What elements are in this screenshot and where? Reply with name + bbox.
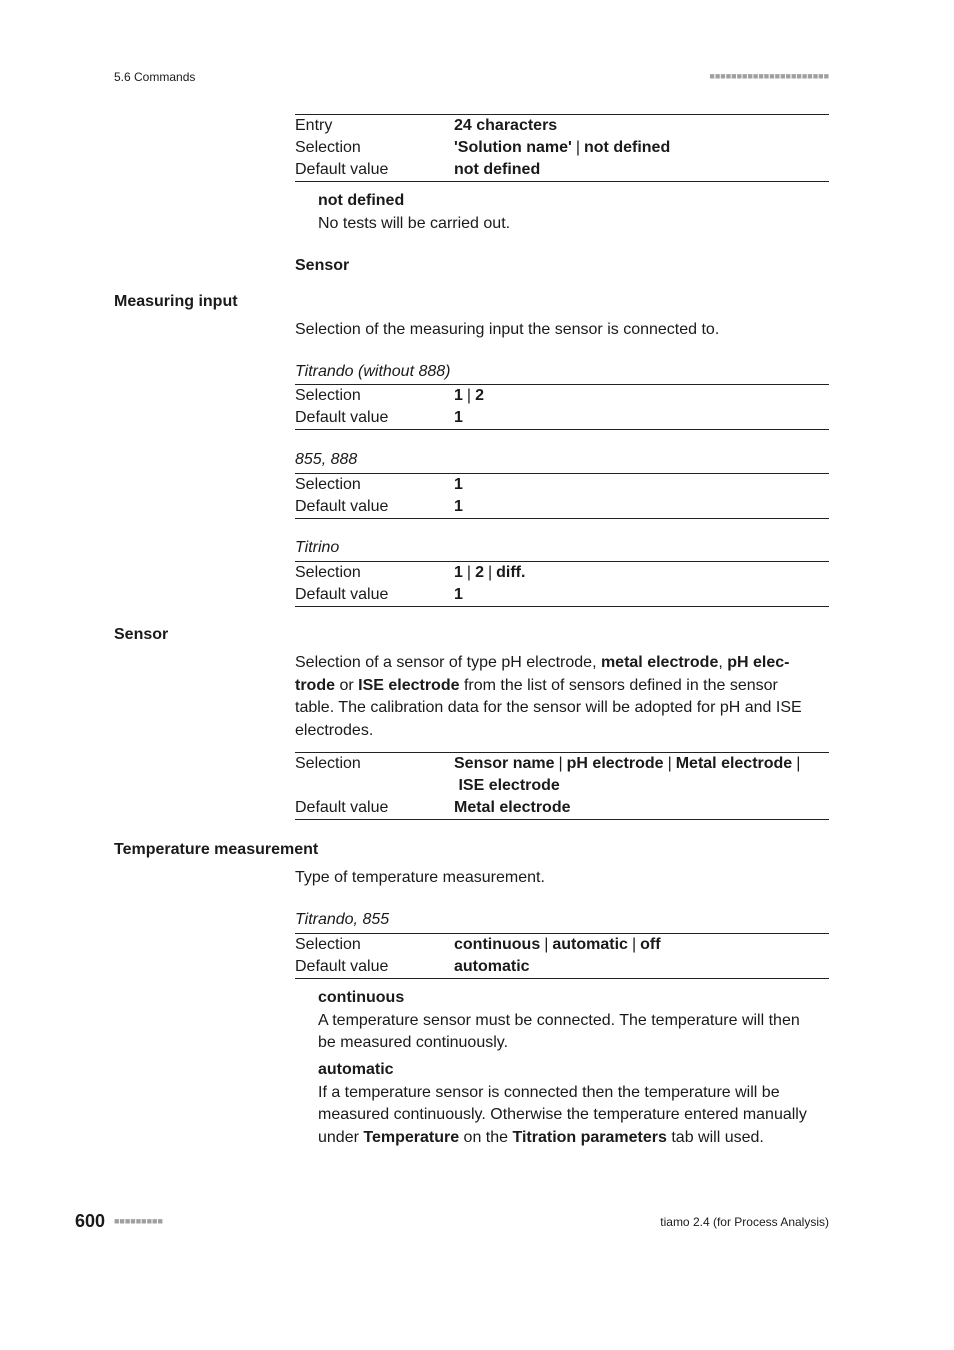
entry-parameter-table: Entry 24 characters Selection 'Solution name' | not defined Default value not defined	[295, 114, 829, 182]
selection-label: Selection	[295, 755, 361, 772]
default-label: Default value	[295, 958, 389, 975]
selection-option: 1	[454, 387, 463, 404]
page-number: 600	[75, 1211, 106, 1231]
measuring-input-heading: Measuring input	[114, 293, 238, 310]
default-value: 1	[454, 498, 463, 515]
term: continuous	[318, 989, 405, 1006]
temperature-table: Selection continuous | automatic | off Default value automatic	[295, 933, 829, 979]
automatic-note: automatic If a temperature sensor is connected then the temperature will be measured continuously. Otherwise the temperature entered manually under Temperature on the Titration parameters tab will used.	[318, 1059, 829, 1149]
sensor-subheading: Sensor	[295, 257, 350, 274]
selection-option: Sensor name	[454, 755, 555, 772]
table-caption: Titrino	[295, 539, 340, 556]
selection-option: 1	[454, 476, 463, 493]
sensor-heading: Sensor	[114, 626, 169, 643]
running-header: 5.6 Commands	[114, 70, 196, 84]
selection-option: ISE electrode	[458, 777, 560, 794]
selection-option: not defined	[584, 139, 671, 156]
continuous-note: continuous A temperature sensor must be connected. The temperature will then be measured continuously.	[318, 987, 829, 1055]
titrino-table: Selection 1 | 2 | diff. Default value 1	[295, 561, 829, 607]
selection-option: Metal electrode	[675, 755, 793, 772]
selection-label: Selection	[295, 564, 361, 581]
selection-option: 'Solution name'	[454, 139, 572, 156]
term: automatic	[318, 1061, 394, 1078]
measuring-input-description: Selection of the measuring input the sensor is connected to.	[295, 321, 720, 338]
default-label: Default value	[295, 498, 389, 515]
temperature-description: Type of temperature measurement.	[295, 869, 545, 886]
entry-value: 24 characters	[454, 117, 558, 134]
table-caption: Titrando (without 888)	[295, 363, 451, 380]
sensor-table: Selection Sensor name | pH electrode | Metal electrode | ISE electrode Default value Metal electrode	[295, 752, 829, 820]
selection-option: automatic	[552, 936, 628, 953]
selection-label: Selection	[295, 936, 361, 953]
selection-option: diff.	[496, 564, 526, 581]
product-name: tiamo 2.4 (for Process Analysis)	[660, 1215, 829, 1229]
default-label: Default value	[295, 161, 389, 178]
sensor-description: Selection of a sensor of type pH electrode, metal electrode, pH elec- trode or ISE electrode from the list of sensors defined in the sensor table. The calibration data for the sensor will be adopted for pH and ISE electrodes.	[295, 654, 802, 739]
term-description: No tests will be carried out.	[318, 214, 511, 232]
header-decoration: ■■■■■■■■■■■■■■■■■■■■■■	[709, 71, 829, 81]
default-label: Default value	[295, 409, 389, 426]
selection-option: off	[640, 936, 661, 953]
selection-option: continuous	[454, 936, 541, 953]
entry-label: Entry	[295, 117, 333, 134]
selection-option: 2	[475, 564, 484, 581]
default-label: Default value	[295, 586, 389, 603]
temperature-heading: Temperature measurement	[114, 841, 319, 858]
default-value: Metal electrode	[454, 799, 571, 816]
not-defined-note	[318, 190, 829, 235]
selection-option: pH electrode	[566, 755, 664, 772]
titrando-table: Selection 1 | 2 Default value 1	[295, 384, 829, 430]
default-value: automatic	[454, 958, 530, 975]
table-caption: 855, 888	[295, 451, 358, 468]
default-value: not defined	[454, 161, 541, 178]
footer-decoration: ■■■■■■■■■	[114, 1216, 163, 1226]
default-label: Default value	[295, 799, 389, 816]
selection-label: Selection	[295, 139, 361, 156]
855-888-table	[295, 473, 829, 519]
table-caption: Titrando, 855	[295, 911, 390, 928]
selection-option: 2	[475, 387, 484, 404]
default-value: 1	[454, 586, 463, 603]
selection-option: 1	[454, 564, 463, 581]
selection-label: Selection	[295, 387, 361, 404]
default-value: 1	[454, 409, 463, 426]
selection-label: Selection	[295, 476, 361, 493]
term: not defined	[318, 192, 405, 209]
